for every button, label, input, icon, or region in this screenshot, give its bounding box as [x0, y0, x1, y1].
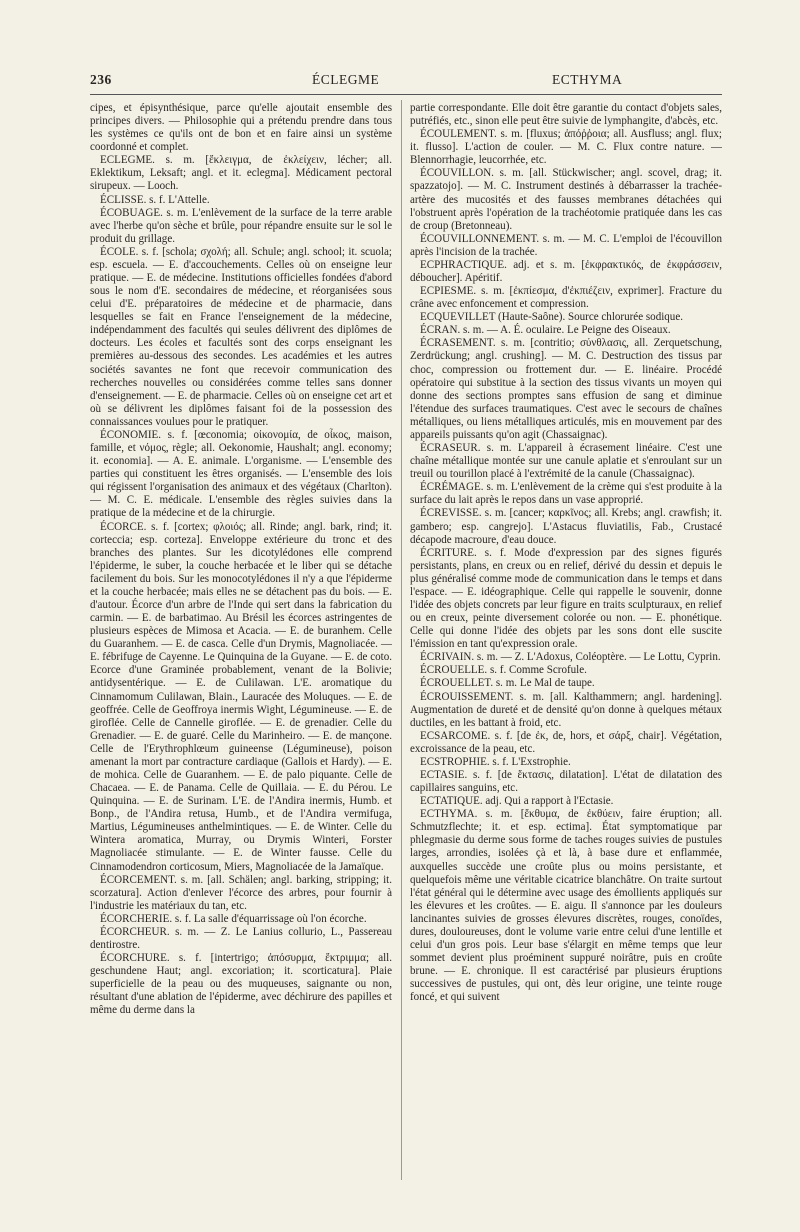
page-number: 236 [90, 72, 112, 87]
entry-paragraph: ECSARCOME. s. f. [de ἐκ, de, hors, et σάρξ, chair]. Végétation, excroissance de la peau, etc. [410, 729, 722, 755]
entry-paragraph: ECPHRACTIQUE. adj. et s. m. [ἐκφρακτικός, de ἐκφράσσειν, déboucher]. Apéritif. [410, 258, 722, 285]
entry-paragraph: ÉCRIVAIN. s. m. — Z. L'Adoxus, Coléoptère. — Le Lottu, Cyprin. [420, 651, 721, 664]
entry-paragraph: ÉCOUVILLONNEMENT. s. m. — M. C. L'emploi de l'écouvillon après l'incision de la trachée. [410, 232, 722, 258]
entry-paragraph: ÉCROUISSEMENT. s. m. [all. Kalthammern; angl. hardening]. Augmentation de dureté et de densité qu'on donne à quelques métaux ductiles, en les battant à froid, etc. [410, 690, 722, 729]
entry-paragraph: ÉCREVISSE. s. m. [cancer; καρκῖνος; all. Krebs; angl. crawfish; it. gambero; esp. cangrejo]. L'Astacus fluviatilis, Fab., Crustacé décapode macroure, d'eau douce. [410, 507, 722, 546]
entry-paragraph: ÉCOULEMENT. s. m. [fluxus; ἀπόῤῥοια; all. Ausfluss; angl. flux; it. flusso]. L'action de couler. — M. C. Flux contre nature. — Blennorrhagie, leucorrhée, etc. [410, 128, 722, 167]
entry-paragraph: ÉCROUELLET. s. m. Le Mal de taupe. [420, 677, 595, 690]
entry-paragraph: ECTATIQUE. adj. Qui a rapport à l'Ectasie. [420, 795, 614, 808]
entry-paragraph: ÉCOLE. s. f. [schola; σχολή; all. Schule; angl. school; it. scuola; esp. escuela. — E. d'accouchements. Celles où on enseigne leur pratique. — E. de médecine. Institutions officielles fondées d'abord sous le nom d'E. secondaires de médecine, et réorganisées sous celui d'E. préparatoires de médecine et de pharmacie, dans lesquelles se fait en France l'enseignement de la médecine, indépendamment des facultés qui seules délivrent des diplômes de docteurs. Les écoles et facultés sont des corps enseignant les premières au-dessous des secondes. Les académies et les autres sociétés savantes ne font que recevoir communication des recherches nouvelles ou considérées comme telles sans donner d'enseignement. — E. de pharmacie. Celles où on enseigne cet art et où se délivrent les diplômes faisant foi de la possession des connaissances voulues pour le pratiquer. [90, 245, 392, 428]
entry-paragraph: ECPIESME. s. m. [ἐκπίεσμα, d'ἐκπιέζειν, exprimer]. Fracture du crâne avec enfoncement et compression. [410, 285, 722, 311]
entry-paragraph: ECSTROPHIE. s. f. L'Exstrophie. [420, 755, 571, 768]
entry-paragraph: partie correspondante. Elle doit être garantie du contact d'objets sales, putréfiés, etc., sinon elle peut être suivie de lymphangite, d'abcès, etc. [410, 102, 722, 128]
entry-paragraph: ECLEGME. s. m. [ἔκλειγμα, de ἐκλείχειν, lécher; all. Eklektikum, Leksaft; angl. et it. eclegma]. Médicament pectoral sirupeux. — Looch. [90, 154, 392, 193]
right-column [410, 102, 722, 1184]
entry-paragraph: ÉCORCE. s. f. [cortex; φλοιός; all. Rinde; angl. bark, rind; it. corteccia; esp. corteza]. Enveloppe extérieure du tronc et des branches des plantes. Sur les dicotylédones elle comprend l'épiderme, le suber, la couche herbacée et le liber qui se détache facilement du bois. Sur les monocotylédones il n'y a que l'épiderme et la couche herbacée; mais elles ne se détachent pas du bois. — E. d'autour. Écorce d'un arbre de l'Inde qui sert dans la fabrication du carmin. — E. de barbatimao. Au Brésil les écorces astringentes de plusieurs espèces de Mimosa et Acacia. — E. de buranhem. Celle du Guaranhem. — E. de casca. Celle d'un Drymis, Magnoliacée. — E. fébrifuge de Cayenne. Le Quinquina de la Guyane. — E. de coto. Ecorce d'une Graminée probablement, venant de la Bolivie; antidysentérique. — E. de Culilawan. L'E. aromatique du Cinnamomum Culilawan, Blain., Lauracée des Moluques. — E. de geoffrée. Celle de Geoffroya inermis Wight, Légumineuse. — E. de giroflée. Celle de Cannelle giroflée. — E. de grenadier. Celle du Grenadier. — E. de guaré. Celle du Marinheiro. — E. de mançone. Celle de l'Erythrophlœum guineense (Légumineuse), poison amenant la mort par contracture cardiaque (Gallois et Hardy). — E. de mohica. Celle de Guaranhem. — E. de palo piquante. Celle de Chacaea. — E. de Panama. Celle de Quillaia. — E. du Pérou. Le Quinquina. — E. de Surinam. L'E. de l'Andira inermis, Humb. et Bonp., de l'Andira retusa, Humb., et de l'Andira vermifuga, Martius, Légumineuses anthelmintiques. — E. de Winter. Celle du Wintera aromatica, Murray, ou Drymis Winteri, Forster Magnoliacée stimulante. — E. de Winter fausse. Celle du Cinnamodendron corticosum, Miers, Magnoliacée de la Jamaïque. [90, 520, 392, 873]
running-head-right: ECTHYMA [552, 72, 623, 87]
entry-paragraph: ÉCRITURE. s. f. Mode d'expression par des signes figurés persistants, plans, en creux ou en relief, dérivé du dessin et depuis le plus généralisé comme mode de communication dans le temps et dans l'espace. — E. idéographique. Celle qui rappelle le souvenir, donne l'idée des objets concrets par leur figure en traits sculpturaux, en relief ou en creux, peinte diversement colorée ou non. — E. phonétique. Celle qui donne l'idée des objets par les sons dont elle suscite l'émission en tant qu'expression orale. [410, 546, 722, 651]
entry-paragraph: ÉCORCEMENT. s. m. [all. Schälen; angl. barking, stripping; it. scorzatura]. Action d'enlever l'écorce des arbres, pour fournir à l'industrie les matériaux du tan, etc. [90, 873, 392, 912]
entry-paragraph: ÉCORCHERIE. s. f. La salle d'équarrissage où l'on écorche. [100, 912, 367, 925]
entry-paragraph: cipes, et épisynthésique, parce qu'elle ajoutait ensemble des principes divers. — Philosophie qui a prétendu prendre dans tous les systèmes ce qu'ils ont de bon et en faire ainsi un système coordonné et complet. [90, 102, 392, 154]
column-separator [401, 100, 402, 1180]
entry-paragraph: ECTHYMA. s. m. [ἔκθυμα, de ἐκθύειν, faire éruption; all. Schmutzflechte; it. et esp. ectima]. État symptomatique par phlegmasie du derme sous forme de taches rouges suivies de pustules larges, arrondies, isolées çà et là, à base dure et enflammée, auxquelles succède une croûte plus ou moins persistante, et quelquefois même une véritable cicatrice blanchâtre. On traite surtout l'état général qui le détermine avec usage des émollients appliqués sur les élevures et les croûtes. — E. aigu. Il s'annonce par les douleurs lancinantes suivies de grosses élevures discrètes, rouges, conoïdes, dures, douloureuses, dont le volume varie entre celui d'une lentille et celui d'un gros pois. Leur base s'élargit en même temps que leur sommet devient plus proéminent suppuré noirâtre, puis en croûte brune. — E. chronique. Il est caractérisé par plusieurs éruptions successives de pustules, qui ont, dès leur origine, une teinte rouge foncé, et qui suivent [410, 808, 722, 1004]
entry-paragraph: ÉCROUELLE. s. f. Comme Scrofule. [420, 664, 587, 677]
entry-paragraph: ÉCOUVILLON. s. m. [all. Stückwischer; angl. scovel, drag; it. spazzatojo]. — M. C. Instrument destinés à débarrasser la trachée-artère des mucosités et des fausses membranes détachées qui l'obstruent après l'opération de la trachéotomie pratiquée dans les cas de croup (Bretonneau). [410, 167, 722, 232]
entry-paragraph: ÉCRÉMAGE. s. m. L'enlèvement de la crème qui s'est produite à la surface du lait après le repos dans un vase approprié. [410, 481, 722, 507]
left-column [90, 102, 392, 1184]
entry-paragraph: ECTASIE. s. f. [de ἔκτασις, dilatation]. L'état de dilatation des capillaires sanguins, etc. [410, 768, 722, 795]
entry-paragraph: ECQUEVILLET (Haute-Saône). Source chlorurée sodique. [420, 311, 683, 324]
entry-paragraph: ÉCLISSE. s. f. L'Attelle. [100, 193, 210, 206]
entry-paragraph: ÉCOBUAGE. s. m. L'enlèvement de la surface de la terre arable avec l'herbe qu'on sèche et brûle, pour répandre ensuite sur le sol le produit du grillage. [90, 206, 392, 245]
entry-paragraph: ÉCORCHURE. s. f. [intertrigo; ἀπόσυρμα, ἔκτριμμα; all. geschundene Haut; angl. excoriation; it. scorticatura]. Plaie superficielle de la peau ou des muqueuses, saignante ou non, résultant d'une ablation de l'épiderme, avec déchirure des papilles et même du derme dans la [90, 952, 392, 1017]
running-header [90, 72, 722, 92]
entry-paragraph: ÉCRASEMENT. s. m. [contritio; σύνθλασις, all. Zerquetschung, Zerdrückung; angl. crushing]. — M. C. Destruction des tissus par choc, compression ou frottement dur. — E. linéaire. Procédé opératoire qui substitue à la section des tissus vivants un moyen qui donne des sections promptes sans effusion de sang et diminue l'étendue des surfaces traumatiques. C'est avec le secours de chaînes métalliques, ou liens métalliques articulés, mis en mouvement par des appareils puissants qu'on agit (Chassaignac). [410, 337, 722, 441]
entry-paragraph: ÉCONOMIE. s. f. [œconomia; οἰκονομία, de οἶκος, maison, famille, et νόμος, règle; all. Oekonomie, Haushalt; angl. economy; it. economia]. — A. E. animale. L'organisme. — L'ensemble des parties qui constituent les êtres organisés. — L'ensemble des lois qui régissent l'organisation des animaux et des végétaux (Charlton). — M. C. E. médicale. L'ensemble des règles suivies dans la pratique de la médecine et de la chirurgie. [90, 428, 392, 520]
entry-paragraph: ÉCRAN. s. m. — A. É. oculaire. Le Peigne des Oiseaux. [420, 324, 671, 337]
entry-paragraph: ÉCORCHEUR. s. m. — Z. Le Lanius collurio, L., Passereau dentirostre. [90, 925, 392, 951]
entry-paragraph: ÉCRASEUR. s. m. L'appareil à écrasement linéaire. C'est une chaîne métallique montée sur une canule aplatie et s'enroulant sur un treuil ou tourillon placé à l'extrémité de la canule (Chassaignac). [410, 442, 722, 481]
header-rule [90, 94, 722, 95]
running-head-left: ÉCLEGME [312, 72, 380, 87]
